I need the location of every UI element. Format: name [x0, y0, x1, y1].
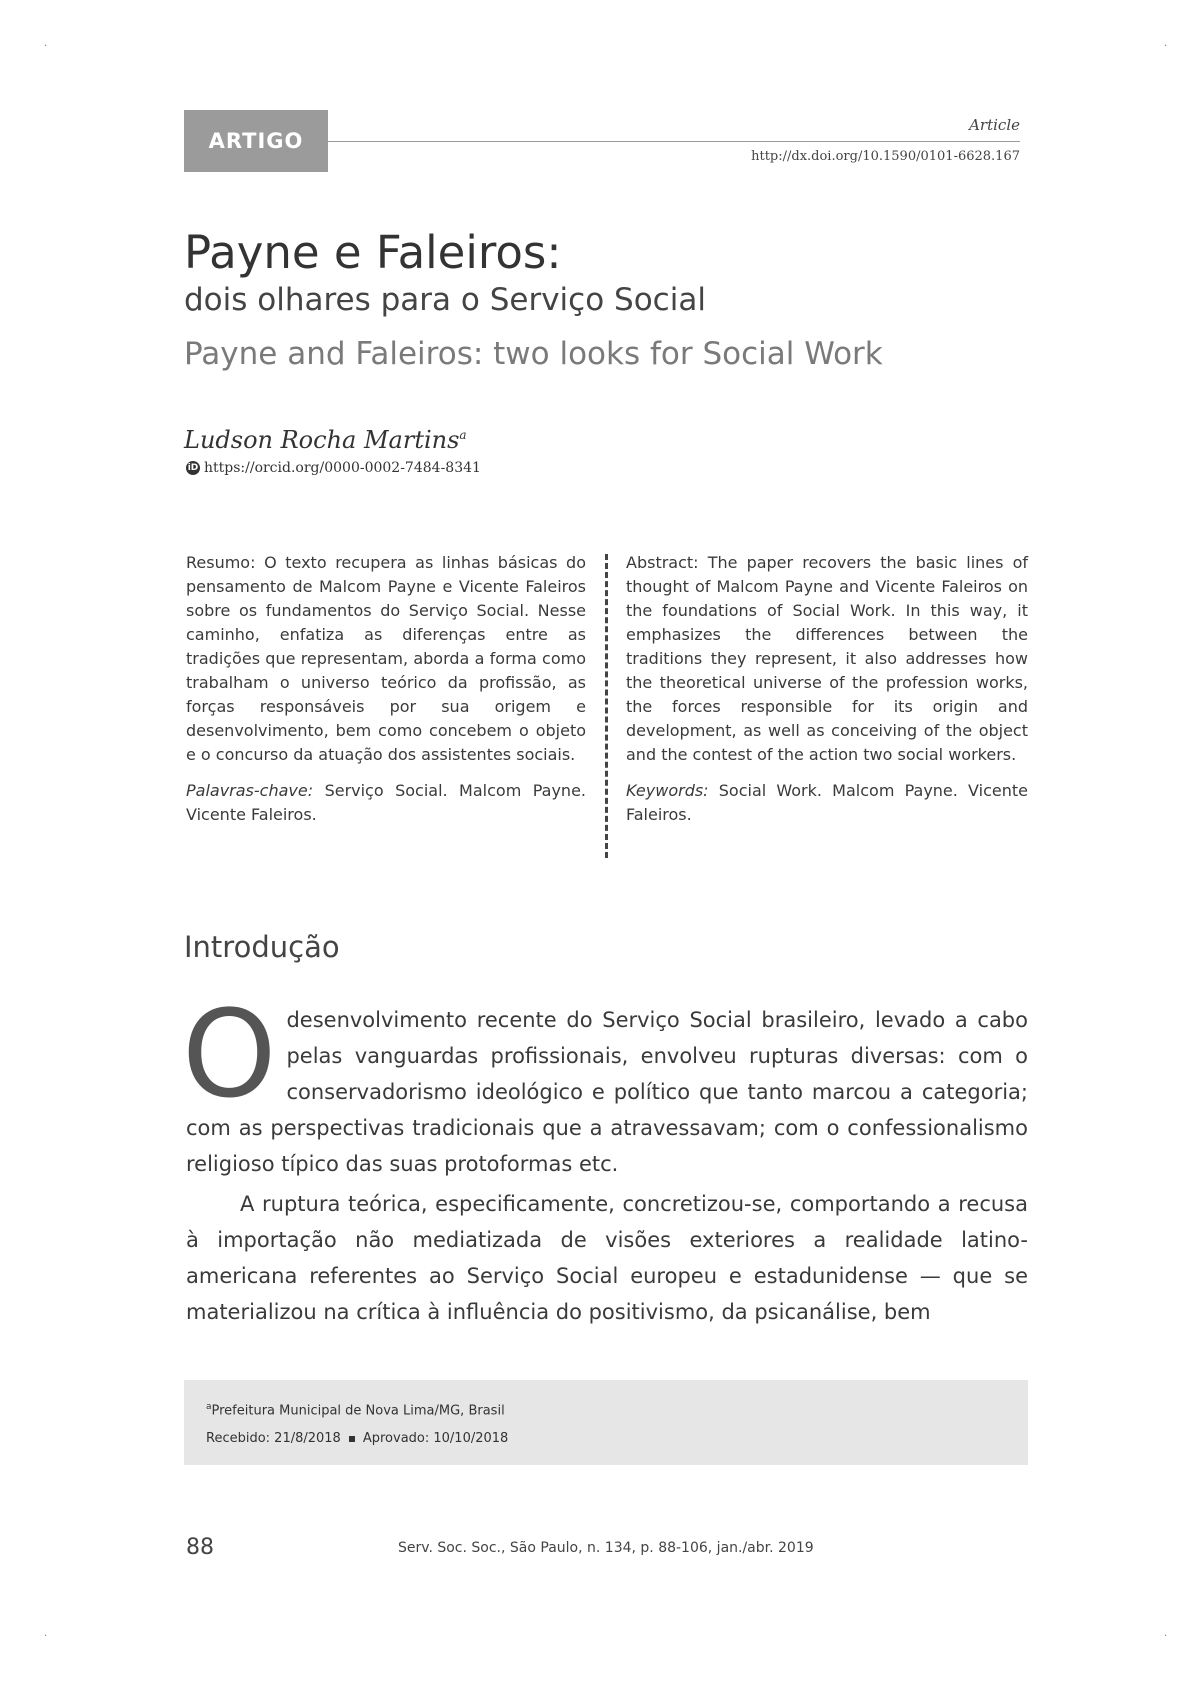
paragraph-1 [182, 986, 1028, 1182]
footnote-dates [206, 1431, 508, 1446]
section-tag: ARTIGO [184, 110, 328, 172]
author-affiliation-mark: a [459, 428, 467, 442]
abstract-en-text: The paper recovers the basic lines of thought of Malcom Payne and Vicente Faleiros on the foundations of Social Work. In this way, it emphasizes the differences between the traditions they represent, it also addresses how the theoretical universe of the profession works, the forces responsible for its origin and development, as well as conceiving of the object and the contest of the action two social workers. [626, 553, 1028, 764]
crop-mark-top-right: · [1164, 41, 1168, 52]
footnote-affiliation-text: Prefeitura Municipal de Nova Lima/MG, Brasil [211, 1403, 505, 1419]
header-rule [328, 141, 1020, 142]
abstract-portuguese [186, 551, 586, 839]
body-text [182, 986, 1028, 1334]
journal-citation: Serv. Soc. Soc., São Paulo, n. 134, p. 88-106, jan./abr. 2019 [398, 1540, 814, 1556]
footnote-affiliation [206, 1402, 505, 1418]
separator-square-icon [349, 1436, 355, 1442]
crop-mark-bottom-right: · [1164, 1631, 1168, 1642]
section-heading-introducao: Introdução [184, 930, 340, 964]
keywords-pt-label: Palavras-chave: [186, 781, 314, 800]
footnote-affiliation-mark: a [206, 1402, 212, 1412]
keywords-pt: Serviço Social. Malcom Payne. Vicente Faleiros. [186, 781, 586, 824]
footnote-box [184, 1380, 1028, 1465]
orcid-link[interactable]: https://orcid.org/0000-0002-7484-8341 [204, 460, 481, 476]
paragraph-1-text: desenvolvimento recente do Serviço Social brasileiro, levado a cabo pelas vanguardas profissionais, envolveu rupturas diversas: com o conservadorismo ideológico e político que tanto marcou a categoria; com as perspectivas tradicionais que a atravessavam; com o confessionalismo religioso típico das suas protoformas etc. [186, 1008, 1028, 1176]
crop-mark-top-left: · [44, 41, 48, 52]
abstract-en-label: Abstract: [626, 553, 699, 572]
page-subtitle: dois olhares para o Serviço Social [184, 282, 706, 318]
drop-cap: O [182, 986, 277, 1125]
crop-mark-bottom-left: · [44, 1631, 48, 1642]
keywords-en: Social Work. Malcom Payne. Vicente Faleiros. [626, 781, 1028, 824]
article-label: Article [969, 116, 1020, 134]
orcid[interactable] [186, 460, 481, 476]
column-divider [605, 554, 608, 858]
english-title: Payne and Faleiros: two looks for Social Work [184, 336, 883, 372]
abstract-english [626, 551, 1028, 839]
author-name-text: Ludson Rocha Martins [184, 426, 460, 454]
abstract-pt-text: O texto recupera as linhas básicas do pensamento de Malcom Payne e Vicente Faleiros sobre os fundamentos do Serviço Social. Nesse caminho, enfatiza as diferenças entre as tradições que representam, aborda a forma como trabalham o universo teórico da profissão, as forças responsáveis por sua origem e desenvolvimento, bem como concebem o objeto e o concurso da atuação dos assistentes sociais. [186, 553, 586, 764]
orcid-icon: iD [187, 463, 199, 473]
abstract-pt-label: Resumo: [186, 553, 256, 572]
doi-link[interactable]: http://dx.doi.org/10.1590/0101-6628.167 [751, 149, 1020, 164]
received-date: Recebido: 21/8/2018 [206, 1431, 341, 1446]
page-number: 88 [186, 1535, 214, 1560]
paragraph-2: A ruptura teórica, especificamente, concretizou-se, comportando a recusa à importação não mediatizada de visões exteriores a realidade latino-americana referentes ao Serviço Social europeu e estadunidense — que se materializou na crítica à influência do positivismo, da psicanálise, bem [186, 1192, 1028, 1324]
author-name [184, 426, 467, 454]
keywords-en-label: Keywords: [626, 781, 709, 800]
page-title: Payne e Faleiros: [184, 226, 562, 279]
approved-date: Aprovado: 10/10/2018 [362, 1431, 509, 1446]
